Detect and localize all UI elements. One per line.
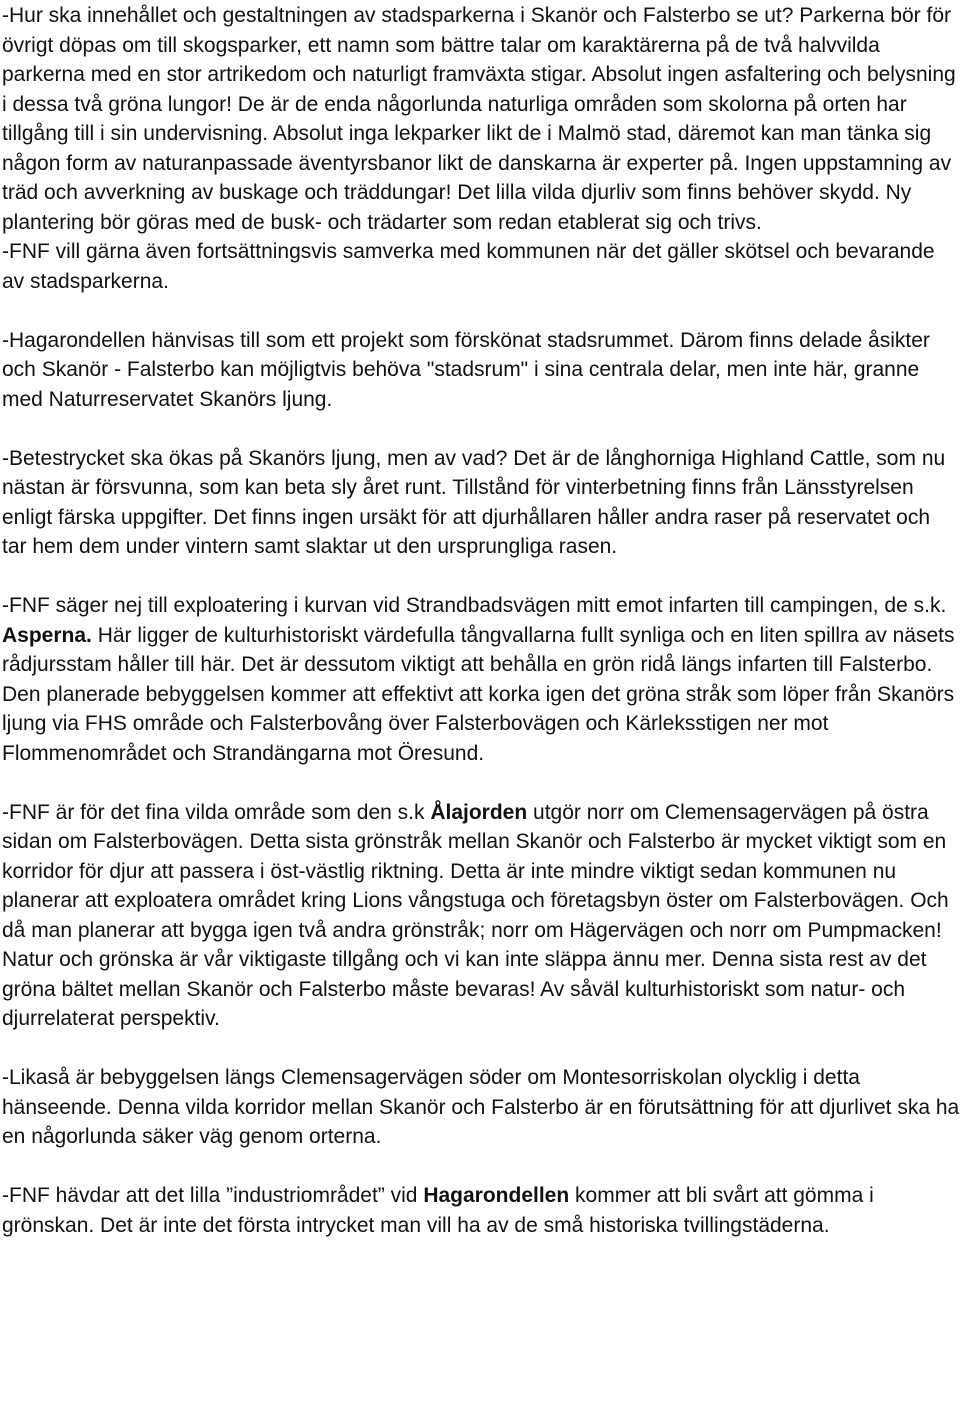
paragraph-text: -FNF säger nej till exploatering i kurvan vid Strandbadsvägen mitt emot infarten till campingen, de s.k. (2, 594, 947, 617)
paragraph-text: -Likaså är bebyggelsen längs Clemensagervägen söder om Montesorriskolan olycklig i detta hänseende. Denna vilda korridor mellan Skanör och Falsterbo är en förutsättning för att djurlivet ska ha en någorlunda säker väg genom orterna. (2, 1066, 960, 1148)
paragraph-asperna (2, 591, 960, 768)
paragraph-text: -Betestrycket ska ökas på Skanörs ljung, men av vad? Det är de långhorniga Highland Cattle, som nu nästan är försvunna, som kan beta sly året runt. Tillstånd för vinterbetning finns från Länsstyrelsen enligt färska uppgifter. Det finns ingen ursäkt för att djurhållaren håller andra raser på reservatet och tar hem dem under vintern samt slaktar ut den ursprungliga rasen. (2, 446, 946, 558)
paragraph-text-continuation: -FNF vill gärna även fortsättningsvis samverka med kommunen när det gäller skötsel och bevarande av stadsparkerna. (2, 240, 935, 293)
paragraph-bold-term: Ålajorden (430, 800, 528, 824)
paragraph-text: Här ligger de kulturhistoriskt värdefulla tångvallarna fullt synliga och en liten spillra av näsets rådjursstam håller till här. Det är dessutom viktigt att behålla en grön ridå längs infarten till Falsterbo. Den planerade bebyggelsen kommer att effektivt att korka igen det gröna stråk som löper från Skanörs ljung via FHS område och Falsterbovång över Falsterbovägen och Kärleksstigen ner mot Flommenområdet och Strandängarna mot Öresund. (2, 623, 955, 765)
paragraph-clemensagervagen (2, 1063, 960, 1152)
paragraph-stadsparkerna (2, 1, 960, 296)
paragraph-betestrycket (2, 444, 960, 562)
paragraph-text: -Hagarondellen hänvisas till som ett projekt som förskönat stadsrummet. Därom finns delade åsikter och Skanör - Falsterbo kan möjligtvis behöva "stadsrum" i sina centrala delar, men inte här, granne med Naturreservatet Skanörs ljung. (2, 328, 930, 411)
paragraph-bold-term: Hagarondellen (423, 1184, 570, 1207)
paragraph-bold-term: Asperna. (2, 623, 92, 647)
paragraph-text: -FNF hävdar att det lilla ”industriområdet” vid (2, 1184, 424, 1207)
paragraph-hagarondellen (2, 326, 960, 415)
paragraph-alajorden (2, 798, 960, 1034)
paragraph-industriomradet (2, 1181, 960, 1240)
paragraph-text: kommer att bli svårt att gömma i grönskan. Det är inte det första intrycket man vill ha av de små historiska tvillingstäderna. (2, 1184, 874, 1237)
paragraph-text: -Hur ska innehållet och gestaltningen av stadsparkerna i Skanör och Falsterbo se ut? Parkerna bör för övrigt döpas om till skogsparker, ett namn som bättre talar om karaktärerna på de två halvvilda parkerna med en stor artrikedom och naturligt framväxta stigar. Absolut ingen asfaltering och belysning i dessa två gröna lungor! De är de enda någorlunda naturliga områden som skolorna på orten har tillgång till i sin undervisning. Absolut inga lekparker likt de i Malmö stad, däremot kan man tänka sig någon form av naturanpassade äventyrsbanor likt de danskarna är experter på. Ingen uppstamning av träd och avverkning av buskage och träddungar! Det lilla vilda djurliv som finns behöver skydd. Ny plantering bör göras med de busk- och trädarter som redan etablerat sig och trivs. (2, 4, 956, 234)
paragraph-text: -FNF är för det fina vilda område som den s.k (2, 800, 431, 824)
paragraph-text: utgör norr om Clemensagervägen på östra sidan om Falsterbovägen. Detta sista grönstråk mellan Skanör och Falsterbo är mycket viktigt som en korridor för djur att passera i öst-västlig riktning. Detta är inte mindre viktigt sedan kommunen nu planerar att exploatera området kring Lions vångstuga och företagsbyn öster om Falsterbovägen. Och då man planerar att bygga igen två andra grönstråk; norr om Hägervägen och norr om Pumpmacken! Natur och grönska är vår viktigaste tillgång och vi kan inte släppa ännu mer. Denna sista rest av det gröna bältet mellan Skanör och Falsterbo måste bevaras! Av såväl kulturhistoriskt som natur- och djurrelaterat perspektiv. (2, 800, 949, 1030)
